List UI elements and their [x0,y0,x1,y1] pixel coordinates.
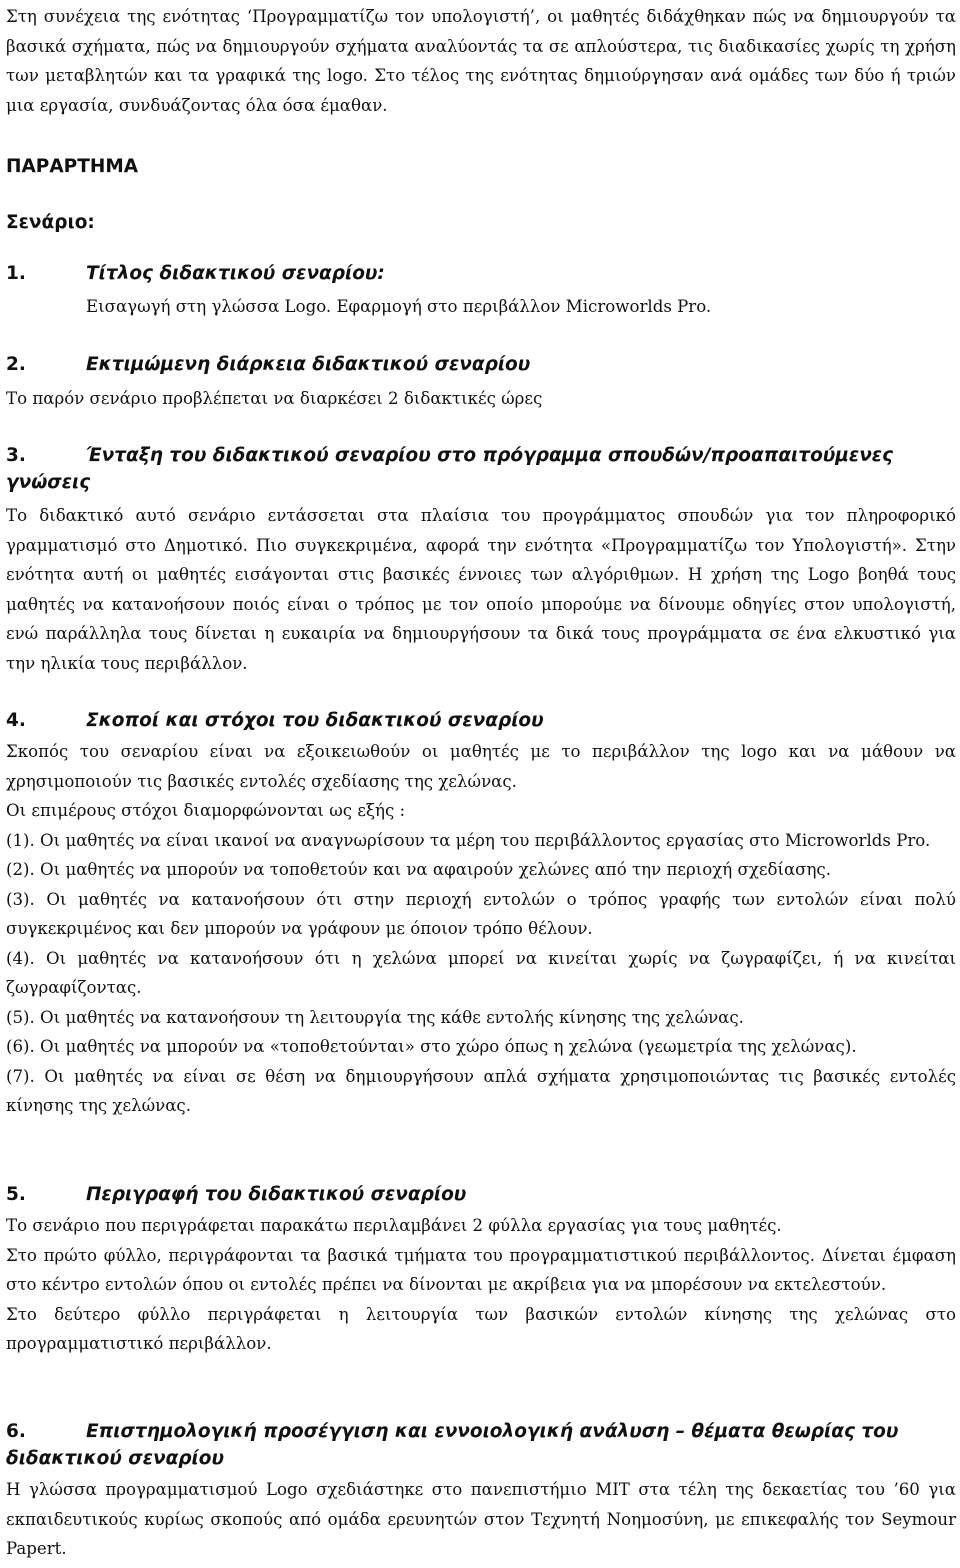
section-2-text: Το παρόν σενάριο προβλέπεται να διαρκέσει 2 διδακτικές ώρες [6,389,543,408]
section-3-number: 3. [6,445,26,466]
section-5-number: 5. [6,1184,26,1205]
section-5-paragraph: Το σενάριο που περιγράφεται παρακάτω περιλαμβάνει 2 φύλλα εργασίας για τους μαθητές. [6,1216,782,1235]
section-6-text: Η γλώσσα προγραμματισμού Logo σχεδιάστηκε στο πανεπιστήμιο MIT στα τέλη της δεκαετίας του ’60 για εκπαιδευτικούς κυρίως σκοπούς από ομάδα ερευνητών στον Τεχνητή Νοημοσύνη, με επικεφαλής τον Seymour Papert. [6,1480,956,1558]
section-3 [6,442,956,678]
section-1-number: 1. [6,263,26,284]
goal-item: (2). Οι μαθητές να μπορούν να τοποθετούν και να αφαιρούν χελώνες από την περιοχή σχεδίασης. [6,860,832,879]
appendix-heading [6,153,956,180]
scenario-label: Σενάριο: [6,212,95,233]
section-5-heading [6,1181,956,1208]
section-4-title: Σκοποί και στόχοι του διδακτικού σεναρίου [86,710,544,731]
section-2-number: 2. [6,354,26,375]
section-1-heading [6,260,956,287]
goal-item: (7). Οι μαθητές να είναι σε θέση να δημιουργήσουν απλά σχήματα χρησιμοποιώντας τις βασικές εντολές κίνησης της χελώνας. [6,1066,956,1115]
section-6-number: 6. [6,1421,26,1442]
section-2 [6,351,956,414]
goal-item: (1). Οι μαθητές να είναι ικανοί να αναγνωρίσουν τα μέρη του περιβάλλοντος εργασίας στο Microworlds Pro. [6,830,931,850]
section-6 [6,1418,956,1564]
section-2-title: Εκτιμώμενη διάρκεια διδακτικού σεναρίου [86,354,531,375]
section-4-goals-intro: Οι επιμέρους στόχοι διαμορφώνονται ως εξής : [6,801,406,820]
section-6-heading [6,1418,956,1472]
section-3-heading [6,442,956,496]
section-1-title: Τίτλος διδακτικού σεναρίου: [86,263,385,284]
section-5 [6,1181,956,1359]
section-6-title: Επιστημολογική προσέγγιση και εννοιολογική ανάλυση – θέματα θεωρίας του διδακτικού σεναρίου [6,1421,899,1469]
section-5-paragraph: Στο πρώτο φύλλο, περιγράφονται τα βασικά τμήματα του προγραμματιστικού περιβάλλοντος. Δίνεται έμφαση στο κέντρο εντολών όπου οι εντολές πρέπει να δίνονται με ακρίβεια για να μπορέσουν να εκτελεστούν. [6,1245,956,1294]
section-2-heading [6,351,956,378]
section-3-title: Ένταξη του διδακτικού σεναρίου στο πρόγραμμα σπουδών/προαπαιτούμενες γνώσεις [6,445,894,493]
appendix-title: ΠΑΡΑΡΤΗΜΑ [6,156,139,177]
intro-paragraph [6,2,956,120]
section-1-text: Εισαγωγή στη γλώσσα Logo. Εφαρμογή στο περιβάλλον Microworlds Pro. [86,297,712,316]
section-1 [6,260,956,322]
section-4-purpose: Σκοπός του σεναρίου είναι να εξοικειωθούν οι μαθητές με το περιβάλλον της logo και να μάθουν να χρησιμοποιούν τις βασικές εντολές σχεδίασης της χελώνας. [6,742,956,791]
section-4-heading [6,707,956,734]
section-4-number: 4. [6,710,26,731]
section-5-paragraph: Στο δεύτερο φύλλο περιγράφεται η λειτουργία των βασικών εντολών κίνησης της χελώνας στο προγραμματιστικό περιβάλλον. [6,1304,956,1353]
goal-item: (3). Οι μαθητές να κατανοήσουν ότι στην περιοχή εντολών ο τρόπος γραφής των εντολών είναι πολύ συγκεκριμένος και δεν μπορούν να γράφουν με όποιον τρόπο θέλουν. [6,889,956,938]
goal-item: (4). Οι μαθητές να κατανοήσουν ότι η χελώνα μπορεί να κινείται χωρίς να ζωγραφίζει, ή να κινείται ζωγραφίζοντας. [6,948,956,997]
section-4 [6,707,956,1121]
intro-text: Στη συνέχεια της ενότητας ‘Προγραμματίζω τον υπολογιστή’, οι μαθητές διδάχθηκαν πώς να δημιουργούν τα βασικά σχήματα, πώς να δημιουργούν σχήματα αναλύοντάς τα σε απλούστερα, τις διαδικασίες χωρίς τη χρήση των μεταβλητών και τα γραφικά της logo. Στο τέλος της ενότητας δημιούργησαν ανά ομάδες των δύο ή τριών μια εργασία, συνδυάζοντας όλα όσα έμαθαν. [6,7,956,115]
scenario-heading [6,209,956,236]
section-5-title: Περιγραφή του διδακτικού σεναρίου [86,1184,467,1205]
section-3-text: Το διδακτικό αυτό σενάριο εντάσσεται στα πλαίσια του προγράμματος σπουδών για τον πληροφορικό γραμματισμό στο Δημοτικό. Πιο συγκεκριμένα, αφορά την ενότητα «Προγραμματίζω τον Υπολογιστή». Στην ενότητα αυτή οι μαθητές εισάγονται στις βασικές έννοιες των αλγόριθμων. Η χρήση της Logo βοηθά τους μαθητές να κατανοήσουν ποιός είναι ο τρόπος με τον οποίο μπορούμε να δίνουμε οδηγίες στον υπολογιστή, ενώ παράλληλα τους δίνεται η ευκαιρία να δημιουργήσουν τα δικά τους προγράμματα σε ένα ελκυστικό για την ηλικία τους περιβάλλον. [6,506,956,673]
goal-item: (6). Οι μαθητές να μπορούν να «τοποθετούνται» στο χώρο όπως η χελώνα (γεωμετρία της χελώνας). [6,1037,857,1056]
goal-item: (5). Οι μαθητές να κατανοήσουν τη λειτουργία της κάθε εντολής κίνησης της χελώνας. [6,1007,744,1027]
